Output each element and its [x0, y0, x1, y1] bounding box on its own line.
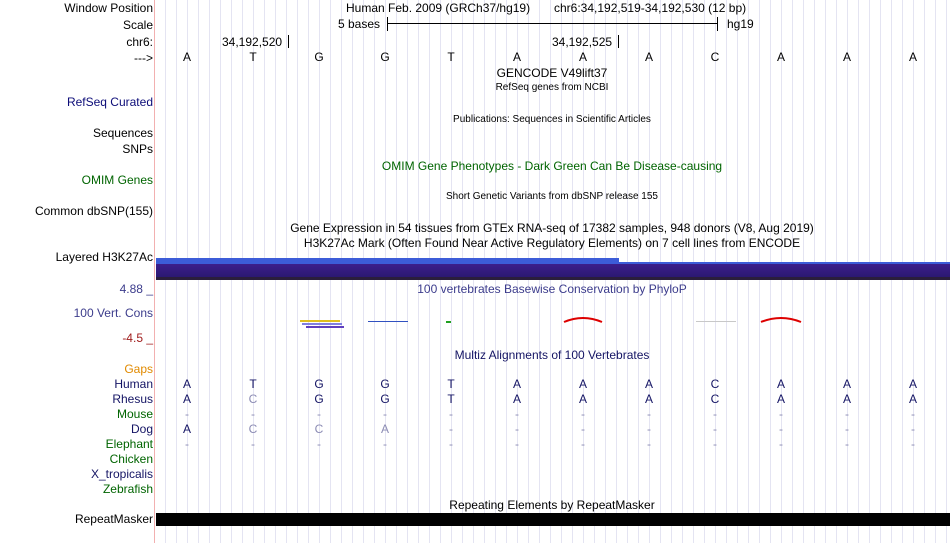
alignment-base: A	[182, 377, 191, 391]
alignment-base: T	[249, 377, 257, 391]
alignment-base: A	[380, 422, 389, 436]
phylop-min-label: -4.5 _	[122, 331, 153, 345]
alignment-base: -	[845, 407, 849, 421]
refseq-track-title[interactable]: RefSeq genes from NCBI	[495, 82, 609, 93]
alignment-base: A	[908, 377, 917, 391]
position-readout: chr6:34,192,519-34,192,530 (12 bp)	[554, 1, 747, 15]
alignment-base: G	[380, 377, 390, 391]
phylop-track-title[interactable]: 100 vertebrates Basewise Conservation by PhyloP	[417, 282, 687, 296]
phylop-mark-4	[696, 321, 736, 322]
alignment-base: T	[447, 392, 455, 406]
phylop-max-label: 4.88 _	[119, 282, 153, 296]
alignment-base: -	[845, 422, 849, 436]
reference-base: A	[842, 50, 851, 64]
alignment-base: -	[449, 437, 453, 451]
gencode-track-title[interactable]: GENCODE V49lift37	[496, 66, 608, 80]
alignment-base: -	[713, 437, 717, 451]
alignment-base: -	[317, 437, 321, 451]
species-label[interactable]: Mouse	[116, 407, 153, 421]
reference-base: A	[908, 50, 917, 64]
alignment-base: A	[644, 392, 653, 406]
alignment-base: -	[647, 422, 651, 436]
phylop-peak-1	[564, 318, 602, 322]
alignment-base: A	[512, 377, 521, 391]
window-position-label: Window Position	[64, 1, 153, 15]
coordinate-1-tick	[288, 35, 289, 48]
alignment-base: A	[182, 392, 191, 406]
alignment-base: -	[581, 422, 585, 436]
scale-bar-right-tick	[717, 17, 718, 31]
snps-label[interactable]: SNPs	[122, 142, 153, 156]
scale-bar-text: 5 bases	[338, 17, 381, 31]
reference-base: T	[447, 50, 455, 64]
alignment-base: C	[248, 392, 258, 406]
h3k27ac-bar-body	[156, 264, 950, 278]
assembly-title: Human Feb. 2009 (GRCh37/hg19)	[346, 1, 531, 15]
reference-base: A	[578, 50, 587, 64]
phylop-label[interactable]: 100 Vert. Cons	[73, 306, 153, 320]
alignment-base: -	[647, 407, 651, 421]
dbsnp-label[interactable]: Common dbSNP(155)	[34, 204, 153, 218]
alignment-base: -	[911, 437, 915, 451]
alignment-base: -	[383, 407, 387, 421]
reference-base: C	[710, 50, 720, 64]
species-label[interactable]: Zebrafish	[102, 482, 153, 496]
reference-base: A	[512, 50, 521, 64]
species-label[interactable]: Rhesus	[112, 392, 153, 406]
alignment-base: -	[185, 407, 189, 421]
scale-label: Scale	[122, 18, 153, 32]
alignment-base: -	[779, 437, 783, 451]
h3k27ac-label[interactable]: Layered H3K27Ac	[55, 250, 153, 264]
alignment-base: A	[578, 377, 587, 391]
alignment-base: C	[710, 377, 720, 391]
alignment-base: -	[779, 422, 783, 436]
reference-base: A	[644, 50, 653, 64]
alignment-base: G	[380, 392, 390, 406]
gaps-label[interactable]: Gaps	[124, 362, 153, 376]
coordinate-2: 34,192,525	[552, 35, 613, 49]
alignment-base: -	[449, 407, 453, 421]
alignment-base: -	[581, 407, 585, 421]
species-label[interactable]: Human	[114, 377, 153, 391]
alignment-base: A	[842, 377, 851, 391]
alignment-base: T	[447, 377, 455, 391]
species-label[interactable]: Dog	[130, 422, 153, 436]
alignment-base: -	[515, 437, 519, 451]
h3k27ac-signal[interactable]	[156, 258, 950, 280]
alignment-base: -	[251, 407, 255, 421]
phylop-peak-2	[761, 318, 801, 322]
species-label[interactable]: Chicken	[109, 452, 153, 466]
alignment-base: A	[842, 392, 851, 406]
reference-base: G	[314, 50, 324, 64]
alignment-base: -	[911, 407, 915, 421]
alignment-base: A	[776, 392, 785, 406]
alignment-base: -	[713, 407, 717, 421]
alignment-base: -	[383, 437, 387, 451]
alignment-base: -	[779, 407, 783, 421]
h3k27ac-bar-base	[156, 277, 950, 280]
scale-bar-left-tick	[387, 17, 388, 31]
phylop-signal[interactable]	[156, 310, 950, 334]
species-label[interactable]: Elephant	[105, 437, 153, 451]
alignment-base: -	[647, 437, 651, 451]
omim-track-title[interactable]: OMIM Gene Phenotypes - Dark Green Can Be Disease-causing	[381, 159, 723, 173]
phylop-mark-3	[446, 321, 451, 323]
alignment-base: -	[515, 407, 519, 421]
gtex-track-title[interactable]: Gene Expression in 54 tissues from GTEx RNA-seq of 17382 samples, 948 donors (V8, Aug 2019)	[290, 221, 814, 235]
phylop-mark-1c	[306, 326, 344, 328]
alignment-base: -	[449, 422, 453, 436]
alignment-base: -	[581, 437, 585, 451]
multiz-track-title[interactable]: Multiz Alignments of 100 Vertebrates	[454, 348, 650, 362]
scale-bar-line	[387, 23, 717, 24]
reference-base: A	[776, 50, 785, 64]
alignment-base: -	[911, 422, 915, 436]
species-label[interactable]: X_tropicalis	[90, 467, 153, 481]
alignment-base: A	[908, 392, 917, 406]
reference-base: T	[249, 50, 257, 64]
h3k27ac-track-title[interactable]: H3K27Ac Mark (Often Found Near Active Regulatory Elements) on 7 cell lines from ENCODE	[303, 236, 801, 250]
dbsnp-track-title[interactable]: Short Genetic Variants from dbSNP release 155	[446, 191, 658, 202]
alignment-base: A	[578, 392, 587, 406]
alignment-base: C	[710, 392, 720, 406]
alignment-base: -	[713, 422, 717, 436]
sequences-label[interactable]: Sequences	[92, 126, 153, 140]
phylop-mark-1a	[300, 320, 340, 322]
chrom-label: chr6:	[126, 35, 153, 49]
alignment-base: A	[182, 422, 191, 436]
alignment-base: -	[185, 437, 189, 451]
alignment-base: -	[515, 422, 519, 436]
repeatmasker-track-title[interactable]: Repeating Elements by RepeatMasker	[449, 498, 655, 512]
strand-label[interactable]: --->	[134, 51, 153, 65]
reference-base: A	[182, 50, 191, 64]
coordinate-1: 34,192,520	[222, 35, 283, 49]
phylop-mark-2	[368, 321, 408, 322]
alignment-base: -	[845, 437, 849, 451]
phylop-mark-1b	[302, 323, 342, 325]
alignment-base: C	[314, 422, 324, 436]
omim-label[interactable]: OMIM Genes	[81, 173, 153, 187]
scale-db: hg19	[727, 17, 754, 31]
alignment-base: C	[248, 422, 258, 436]
refseq-label[interactable]: RefSeq Curated	[66, 95, 153, 109]
alignment-base: -	[317, 407, 321, 421]
coordinate-2-tick	[618, 35, 619, 48]
label-separator	[154, 0, 155, 543]
publications-track-title[interactable]: Publications: Sequences in Scientific Articles	[453, 114, 651, 125]
alignment-base: G	[314, 377, 324, 391]
repeatmasker-bar[interactable]	[156, 513, 950, 526]
alignment-base: G	[314, 392, 324, 406]
reference-base: G	[380, 50, 390, 64]
repeatmasker-label[interactable]: RepeatMasker	[74, 512, 153, 526]
alignment-base: -	[251, 437, 255, 451]
alignment-base: A	[512, 392, 521, 406]
alignment-base: A	[776, 377, 785, 391]
alignment-base: A	[644, 377, 653, 391]
